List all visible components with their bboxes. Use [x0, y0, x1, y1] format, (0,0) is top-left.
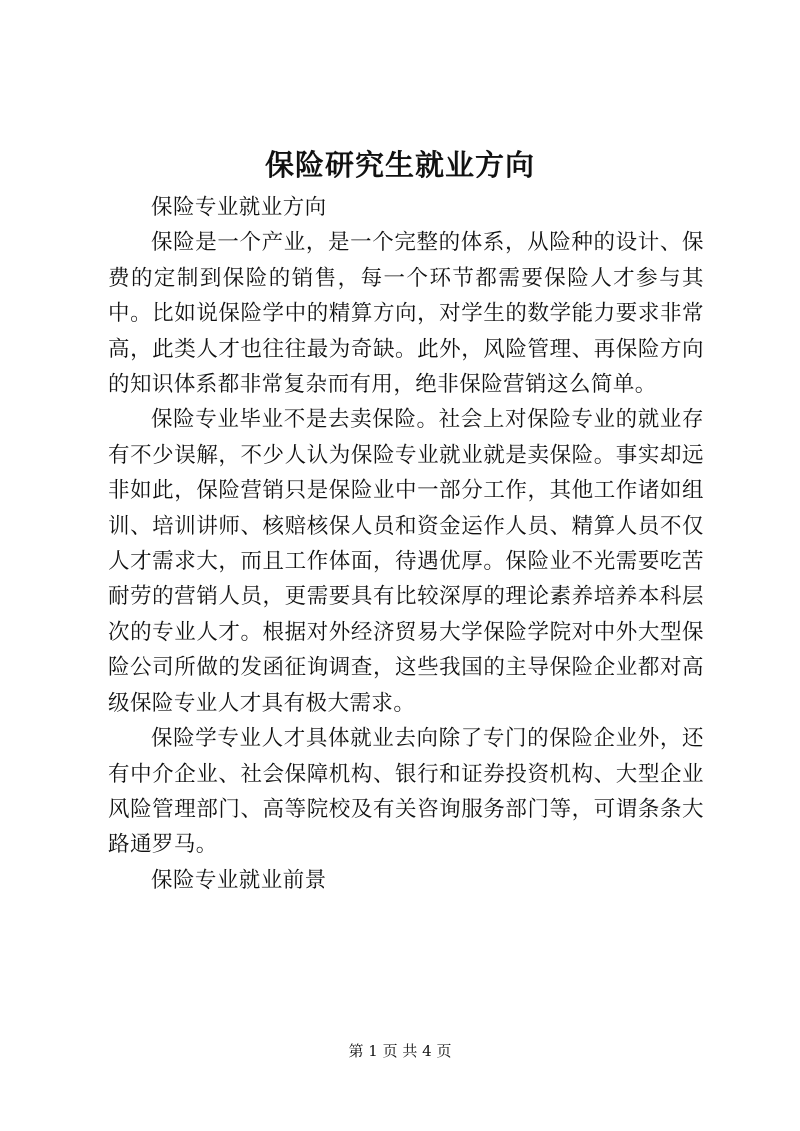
- section-heading: 保险专业就业前景: [151, 867, 327, 893]
- body-paragraph: 保险是一个产业，是一个完整的体系，从险种的设计、保费的定制到保险的销售，每一个环节都需要保险人才参与其中。比如说保险学中的精算方向，对学生的数学能力要求非常高，此类人才也往往最为奇缺。此外，风险管理、再保险方向的知识体系都非常复杂而有用，绝非保险营销这么简单。: [108, 230, 704, 398]
- body-paragraph: 保险专业毕业不是去卖保险。社会上对保险专业的就业存有不少误解，不少人认为保险专业就业就是卖保险。事实却远非如此，保险营销只是保险业中一部分工作，其他工作诸如组训、培训讲师、核赔核保人员和资金运作人员、精算人员不仅人才需求大，而且工作体面，待遇优厚。保险业不光需要吃苦耐劳的营销人员，更需要具有比较深厚的理论素养培养本科层次的专业人才。根据对外经济贸易大学保险学院对中外大型保险公司所做的发函征询调查，这些我国的主导保险企业都对高级保险专业人才具有极大需求。: [108, 407, 704, 716]
- page-number-footer: 第 1 页 共 4 页: [348, 1042, 452, 1060]
- body-paragraph: 保险学专业人才具体就业去向除了专门的保险企业外，还有中介企业、社会保障机构、银行和证券投资机构、大型企业风险管理部门、高等院校及有关咨询服务部门等，可谓条条大路通罗马。: [108, 726, 704, 858]
- document-body: [108, 190, 704, 898]
- document-title: 保险研究生就业方向: [264, 148, 535, 182]
- section-heading: 保险专业就业方向: [151, 195, 327, 220]
